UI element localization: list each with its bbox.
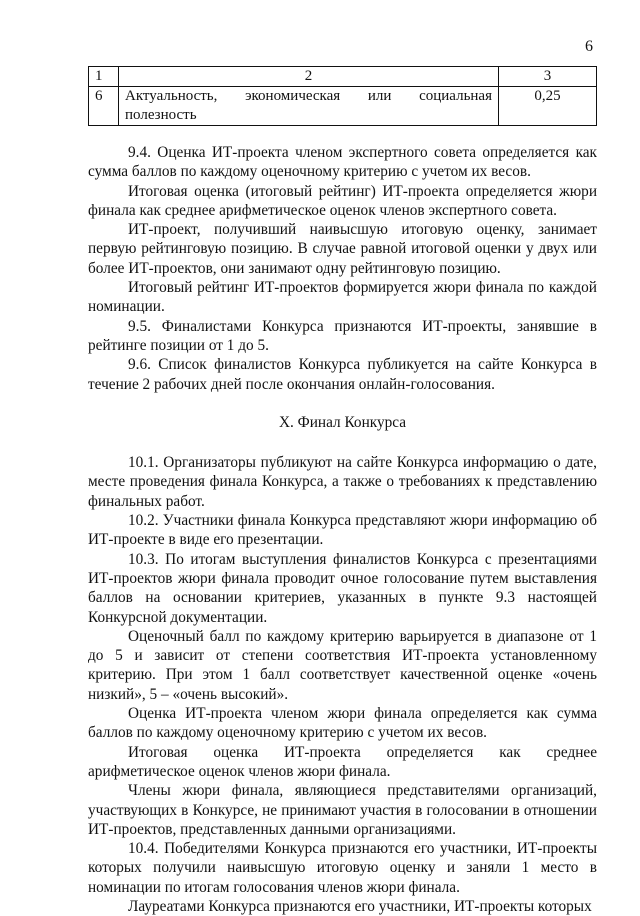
criterion-name: Актуальность, экономическая или социальная полезность xyxy=(119,87,499,126)
page-number: 6 xyxy=(585,38,593,55)
criterion-weight: 0,25 xyxy=(499,87,597,126)
table-header-cell: 3 xyxy=(499,67,597,87)
table-row xyxy=(89,87,597,126)
paragraph: ИТ-проект, получивший наивысшую итоговую оценку, занимает первую рейтинговую позицию. В случае равной итоговой оценки у двух или более ИТ-проектов, они занимают одну рейтинговую позицию. xyxy=(88,221,597,277)
table-header-cell: 1 xyxy=(89,67,119,87)
paragraph: 10.3. По итогам выступления финалистов Конкурса с презентациями ИТ-проектов жюри финала проводит очное голосование путем выставления баллов на основании критериев, указанных в пункте 9.3 настоящей Конкурсной документации. xyxy=(88,550,597,626)
paragraph: Итоговый рейтинг ИТ-проектов формируется жюри финала по каждой номинации. xyxy=(88,279,597,316)
paragraph: 9.6. Список финалистов Конкурса публикуется на сайте Конкурса в течение 2 рабочих дней после окончания онлайн-голосования. xyxy=(88,356,597,393)
paragraph: 9.4. Оценка ИТ-проекта членом экспертного совета определяется как сумма баллов по каждому оценочному критерию с учетом их весов. xyxy=(88,144,597,181)
paragraph: 9.5. Финалистами Конкурса признаются ИТ-проекты, занявшие в рейтинге позиции от 1 до 5. xyxy=(88,317,597,354)
table-header-cell: 2 xyxy=(119,67,499,87)
section-title: X. Финал Конкурса xyxy=(278,413,407,431)
row-number: 6 xyxy=(89,87,119,126)
paragraph: Итоговая оценка (итоговый рейтинг) ИТ-проекта определяется жюри финала как среднее арифметическое оценок членов экспертного совета. xyxy=(88,182,597,219)
paragraph: 10.4. Победителями Конкурса признаются его участники, ИТ-проекты которых получили наивысшую итоговую оценку и заняли 1 место в номинации по итогам голосования членов жюри финала. xyxy=(88,840,597,896)
document-body xyxy=(88,143,597,916)
paragraph: Оценочный балл по каждому критерию варьируется в диапазоне от 1 до 5 и зависит от степени соответствия ИТ-проекта установленному критерию. При этом 1 балл соответствует качественной оценке «очень низкий», 5 – «очень высокий». xyxy=(88,627,597,703)
criteria-table xyxy=(88,66,597,126)
paragraph: Члены жюри финала, являющиеся представителями организаций, участвующих в Конкурсе, не принимают участия в голосовании в отношении ИТ-проектов, представленных данными организациями. xyxy=(88,782,597,838)
paragraph: 10.1. Организаторы публикуют на сайте Конкурса информацию о дате, месте проведения финала Конкурса, а также о требованиях к представлению финальных работ. xyxy=(88,454,597,510)
paragraph: Оценка ИТ-проекта членом жюри финала определяется как сумма баллов по каждому оценочному критерию с учетом их весов. xyxy=(88,705,597,742)
paragraph: 10.2. Участники финала Конкурса представляют жюри информацию об ИТ-проекте в виде его презентации. xyxy=(88,512,597,549)
paragraph: Итоговая оценка ИТ-проекта определяется как среднее арифметическое оценок членов жюри финала. xyxy=(88,743,597,780)
table-header-row xyxy=(89,67,597,87)
paragraph: Лауреатами Конкурса признаются его участники, ИТ-проекты которых xyxy=(128,897,592,915)
